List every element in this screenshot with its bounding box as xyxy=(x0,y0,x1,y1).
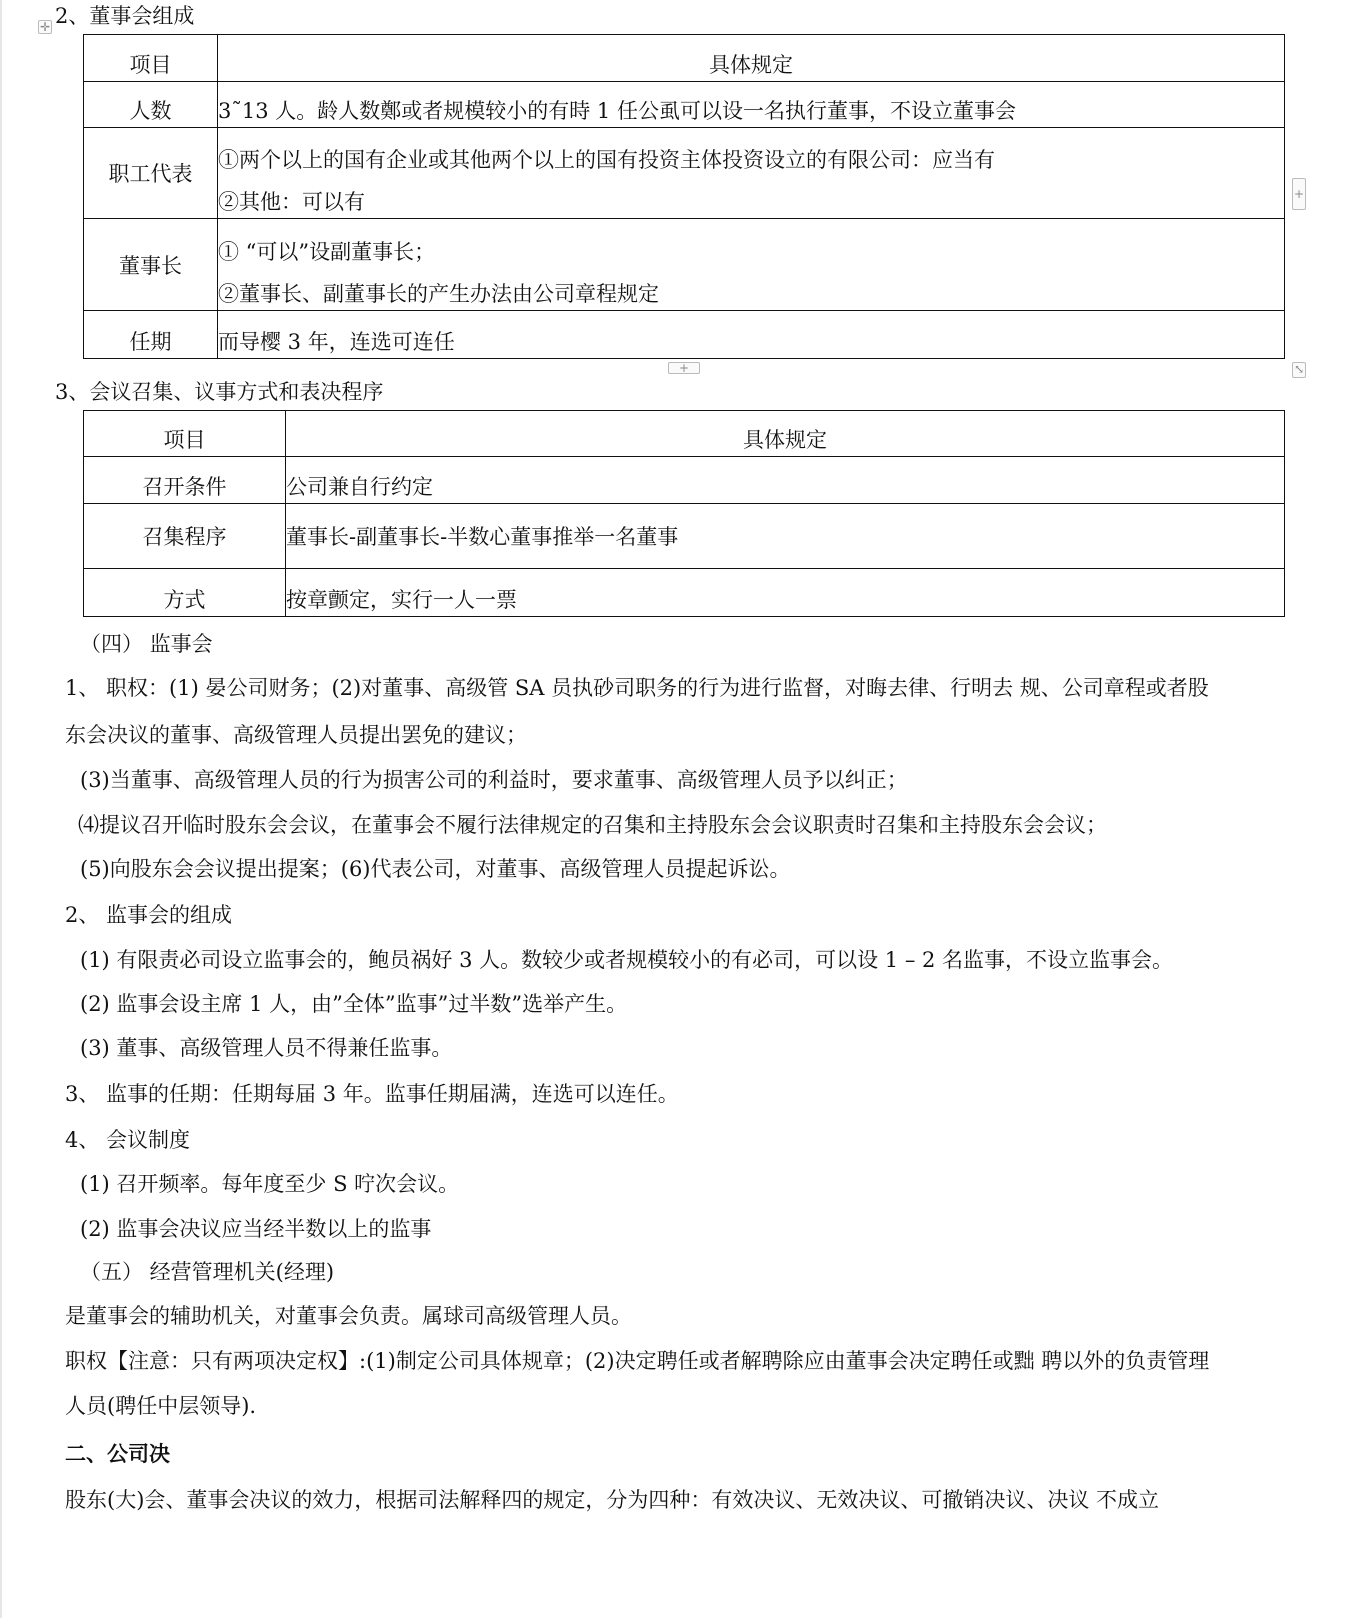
paragraph: 人员(聘任中层领导). xyxy=(65,1394,257,1418)
paragraph: (2) 监事会决议应当经半数以上的监事 xyxy=(80,1217,432,1241)
paragraph: ⑷提议召开临时股东会会议，在董事会不履行法律规定的召集和主持股东会会议职责时召集和主持股东会会议； xyxy=(78,813,1107,837)
table-row: 召开条件 公司兼自行约定 xyxy=(84,457,1285,504)
header-item: 项目 xyxy=(84,35,218,82)
table-header-row xyxy=(84,35,1285,82)
paragraph: 职权【注意：只有两项决定权】:(1)制定公司具体规章；(2)决定聘任或者解聘除应由董事会决定聘任或黜 聘以外的负责管理 xyxy=(65,1349,1210,1373)
table-resize-icon[interactable]: ⤡ xyxy=(1293,362,1305,376)
page-edge xyxy=(0,0,2,1618)
paragraph: 是董事会的辅助机关，对董事会负责。属球司高级管理人员。 xyxy=(65,1304,632,1328)
paragraph: (1) 召开频率。每年度至少 S 咛次会议。 xyxy=(80,1172,460,1196)
table-move-handle-icon[interactable]: ✛ xyxy=(39,20,51,34)
table-row: 任期 而导樱 3 年，连选可连任 xyxy=(84,311,1285,359)
paragraph: 东会决议的董事、高级管理人员提出罢免的建议； xyxy=(65,723,527,747)
paragraph: 3、 监事的任期：任期每届 3 年。监事任期届满，连选可以连任。 xyxy=(65,1082,679,1106)
paragraph: (3) 董事、高级管理人员不得兼任监事。 xyxy=(80,1036,453,1060)
table-row: 董事长 ① “可以”设副董事长； ②董事长、副董事长的产生办法由公司章程规定 xyxy=(84,219,1285,311)
heading-supervisors: （四） 监事会 xyxy=(80,632,213,656)
add-row-icon[interactable]: + xyxy=(668,362,700,374)
board-composition-table xyxy=(83,34,1285,359)
paragraph: 股东(大)会、董事会决议的效力，根据司法解释四的规定，分为四种：有效决议、无效决议、可撤销决议、决议 不成立 xyxy=(65,1488,1160,1512)
paragraph: 4、 会议制度 xyxy=(65,1128,191,1152)
paragraph: 2、 监事会的组成 xyxy=(65,903,233,927)
table-header-row: 项目 具体规定 xyxy=(84,411,1285,457)
heading-resolutions: 二、公司决 xyxy=(65,1441,170,1466)
paragraph: (3)当董事、高级管理人员的行为损害公司的利益时，要求董事、高级管理人员予以纠正； xyxy=(80,768,908,792)
paragraph: (2) 监事会设主席 1 人，由”全体”监事”过半数”选举产生。 xyxy=(80,992,628,1016)
table-row: 人数 3˜13 人。龄人数鄭或者规模较小的有時 1 任公虱可以设一名执行董事，不设立董事会 xyxy=(84,82,1285,128)
paragraph: (1) 有限责必司设立监事会的，鲍员祸好 3 人。数较少或者规模较小的有必司，可以设 1 – 2 名监事，不设立监事会。 xyxy=(80,948,1174,972)
paragraph: (5)向股东会会议提出提案；(6)代表公司，对董事、高级管理人员提起诉讼。 xyxy=(80,857,791,881)
header-rule: 具体规定 xyxy=(218,35,1285,82)
table-row: 召集程序 董事长-副董事长-半数心董事推举一名董事 xyxy=(84,504,1285,569)
section-heading-board: 2、董事会组成 xyxy=(55,4,195,28)
add-column-icon[interactable]: + xyxy=(1292,178,1306,210)
meeting-procedure-table xyxy=(83,410,1285,617)
heading-manager: （五） 经营管理机关(经理) xyxy=(80,1260,335,1284)
paragraph: 1、 职权：(1) 晏公司财务；(2)对董事、高级管 SA 员执砂司职务的行为进行监督，对晦去律、行明去 规、公司章程或者股 xyxy=(65,676,1209,700)
table-row: 职工代表 ①两个以上的国有企业或其他两个以上的国有投资主体投资设立的有限公司：应当有 ②其他：可以有 xyxy=(84,128,1285,219)
section-heading-meeting: 3、会议召集、议事方式和表决程序 xyxy=(55,380,384,404)
table-row: 方式 按章颤定，实行一人一票 xyxy=(84,569,1285,617)
